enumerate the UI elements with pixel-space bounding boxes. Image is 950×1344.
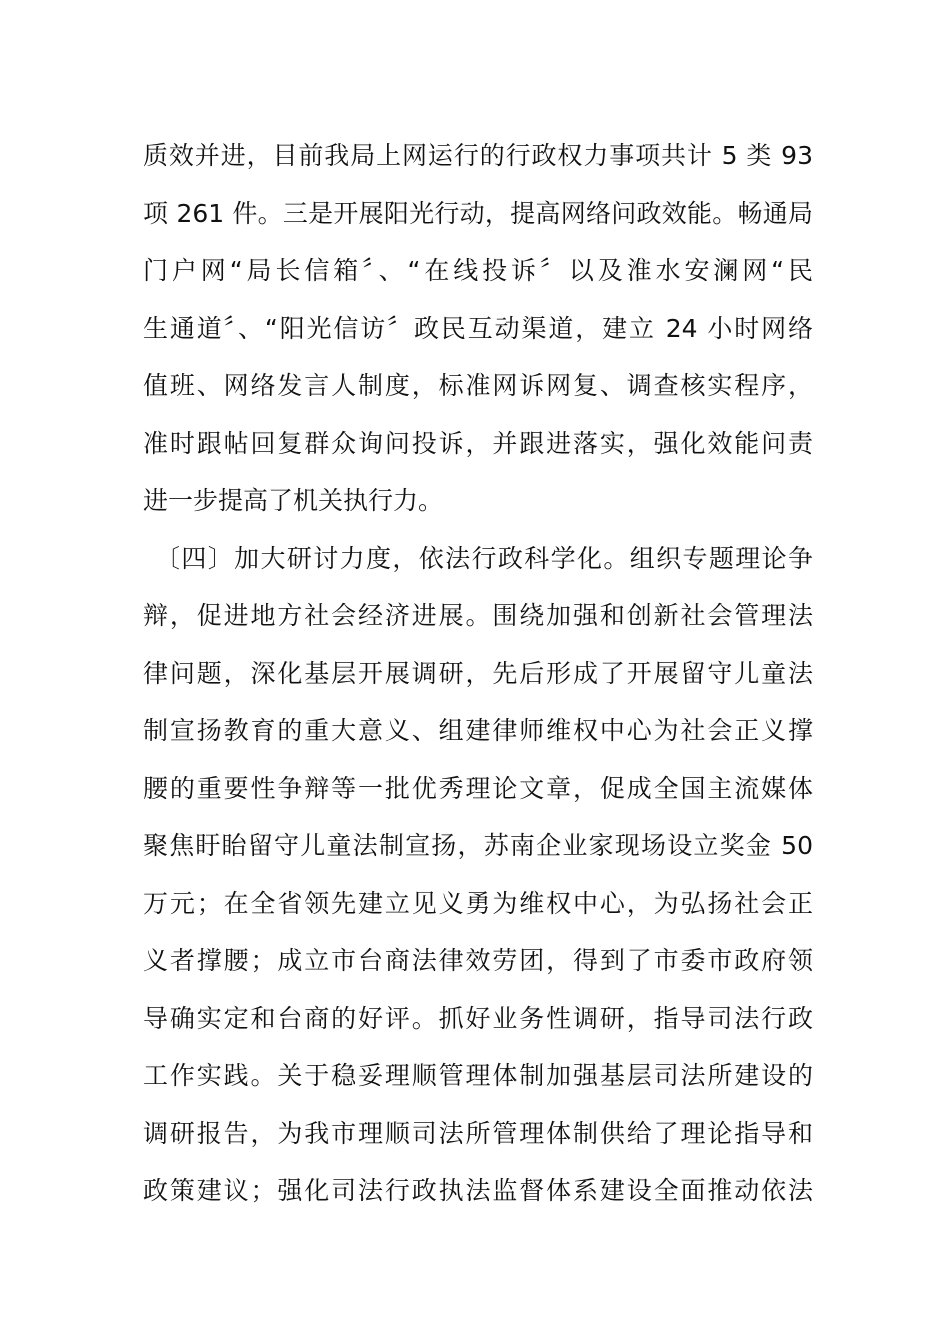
text-line: 准时跟帖回复群众询问投诉，并跟进落实，强化效能问责 <box>143 428 813 458</box>
text-line: 门户网“局长信箱〞、“在线投诉〞以及淮水安澜网“民 <box>143 256 813 285</box>
text-line: 制宣扬教育的重大意义、组建律师维权中心为社会正义撑 <box>143 716 813 745</box>
text-line: 义者撑腰；成立市台商法律效劳团，得到了市委市政府领 <box>143 946 813 975</box>
text-line: 政策建议；强化司法行政执法监督体系建设全面推动依法 <box>143 1176 813 1205</box>
text-line: 调研报告，为我市理顺司法所管理体制供给了理论指导和 <box>143 1118 813 1148</box>
text-line: 导确实定和台商的好评。抓好业务性调研，指导司法行政 <box>143 1003 813 1033</box>
text-line: 腰的重要性争辩等一批优秀理论文章，促成全国主流媒体 <box>143 773 813 803</box>
text-line: 质效并进，目前我局上网运行的行政权力事项共计 5 类 93 <box>143 141 813 170</box>
text-line: 律问题，深化基层开展调研，先后形成了开展留守儿童法 <box>143 658 813 688</box>
text-line: 聚焦盱眙留守儿童法制宣扬，苏南企业家现场设立奖金 50 <box>143 831 813 860</box>
text-line: 工作实践。关于稳妥理顺管理体制加强基层司法所建设的 <box>143 1061 813 1090</box>
text-line: 万元；在全省领先建立见义勇为维权中心，为弘扬社会正 <box>143 888 813 918</box>
text-line: 值班、网络发言人制度，标准网诉网复、调查核实程序， <box>143 371 813 400</box>
text-line: 辩，促进地方社会经济进展。围绕加强和创新社会管理法 <box>143 601 813 630</box>
body-text <box>143 127 813 1220</box>
text-line: 进一步提高了机关执行力。 <box>143 486 444 515</box>
text-line: 项 261 件。三是开展阳光行动，提高网络问政效能。畅通局 <box>143 198 813 228</box>
text-line: 生通道〞、“阳光信访〞政民互动渠道，建立 24 小时网络 <box>143 313 813 343</box>
text-line: 〔四〕加大研讨力度，依法行政科学化。组织专题理论争 <box>155 543 813 573</box>
